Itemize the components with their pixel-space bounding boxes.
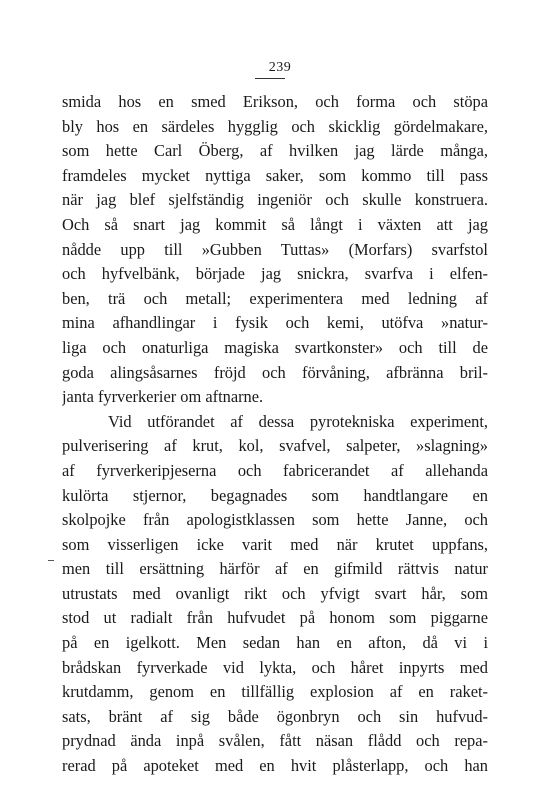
- text-line: goda alingsåsarnes fröjd och förvåning, afbränna bril-: [62, 362, 488, 382]
- text-line: ben, trä och metall; experimentera med ledning af: [62, 288, 488, 308]
- text-line: skolpojke från apologistklassen som hette Janne, och: [62, 510, 488, 530]
- text-line: brådskan fyrverkade vid lykta, och håret inpyrts med: [62, 657, 488, 677]
- text-line: mina afhandlingar i fysik och kemi, utöfva »natur-: [62, 313, 488, 333]
- text-line: janta fyrverkerier om aftnarne.: [62, 387, 264, 407]
- text-line: rerad på apoteket med en hvit plåsterlapp, och han: [62, 756, 488, 776]
- text-line: smida hos en smed Erikson, och forma och stöpa: [62, 92, 488, 111]
- text-line: men till ersättning härför af en gifmild rättvis natur: [62, 559, 488, 579]
- text-line: af fyrverkeripjeserna och fabricerandet af allehanda: [62, 460, 488, 480]
- text-line: och hyfvelbänk, började jag snickra, svarfva i elfen-: [62, 264, 488, 284]
- text-line: Och så snart jag kommit så långt i växten att jag: [62, 214, 488, 234]
- body-text: [62, 90, 488, 779]
- text-line: nådde upp till »Gubben Tuttas» (Morfars) svarfstol: [62, 239, 488, 259]
- text-line: pulverisering af krut, kol, svafvel, salpeter, »slagning»: [62, 436, 488, 456]
- text-line: sats, bränt af sig både ögonbryn och sin hufvud-: [62, 706, 488, 726]
- text-line: som hette Carl Öberg, af hvilken jag lärde många,: [62, 141, 488, 161]
- text-line: liga och onaturliga magiska svartkonster» och till de: [62, 337, 488, 357]
- page-number-underline: [255, 78, 285, 79]
- text-line: kulörta stjernor, begagnades som handtlangare en: [62, 485, 488, 505]
- text-line: på en igelkott. Men sedan han en afton, då vi i: [62, 633, 488, 653]
- text-line: prydnad ända inpå svålen, fått näsan flådd och repa-: [62, 731, 488, 751]
- text-line: bly hos en särdeles hygglig och skicklig gördelmakare,: [62, 116, 488, 136]
- text-line: som visserligen icke varit med när krutet uppfans,: [62, 534, 488, 554]
- page-number: 239: [268, 60, 292, 75]
- text-line: när jag blef sjelfständig ingeniör och skulle konstruera.: [62, 190, 488, 210]
- paragraph-first-line: Vid utförandet af dessa pyrotekniska experiment,: [108, 411, 488, 431]
- text-line: krutdamm, genom en tillfällig explosion af en raket-: [62, 682, 488, 702]
- text-line: utrustats med ovanligt rikt och yfvigt svart hår, som: [62, 583, 488, 603]
- margin-mark: [48, 560, 54, 561]
- text-line: framdeles mycket nyttiga saker, som kommo till pass: [62, 165, 488, 185]
- text-line: stod ut radialt från hufvudet på honom som piggarne: [62, 608, 488, 628]
